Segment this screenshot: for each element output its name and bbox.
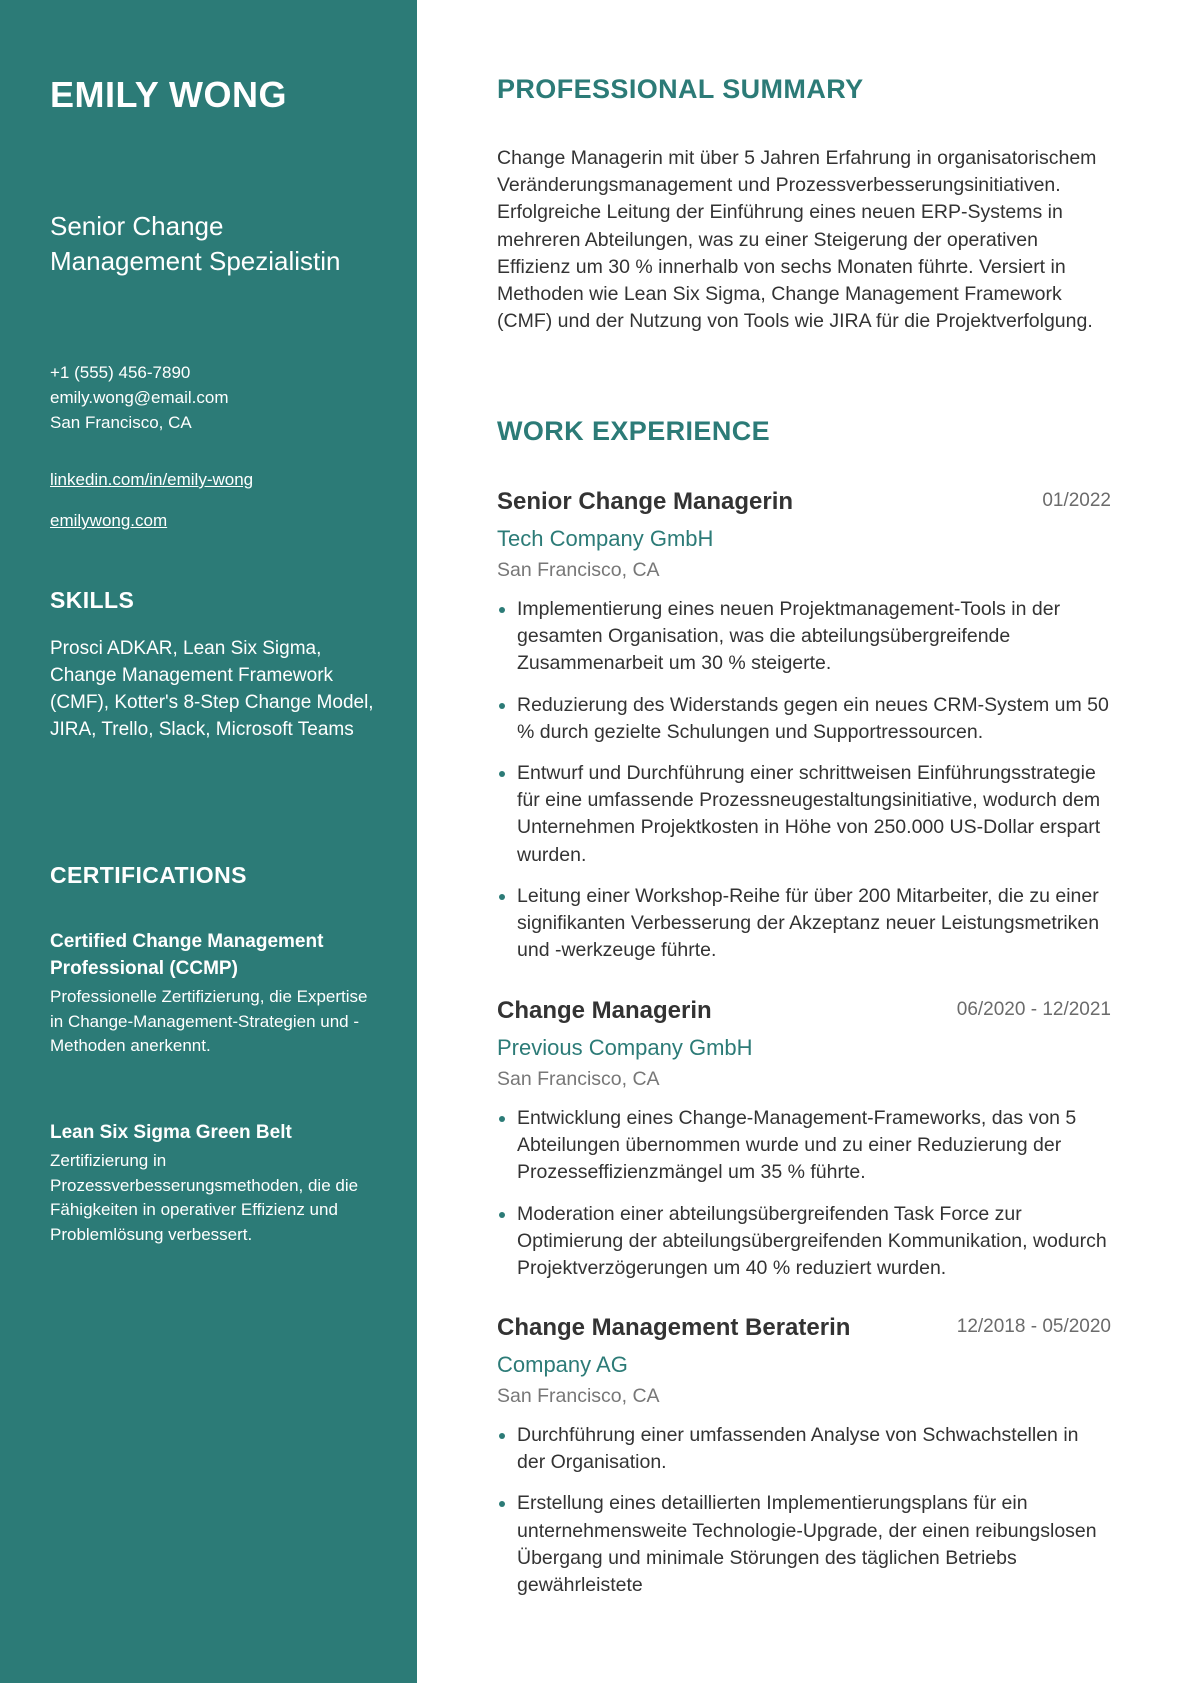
job-title: Change Managerin bbox=[497, 997, 712, 1024]
contact-info bbox=[50, 360, 229, 435]
bullet-dot-icon bbox=[499, 607, 505, 613]
bullet-item bbox=[497, 1201, 1111, 1283]
summary-heading: PROFESSIONAL SUMMARY bbox=[497, 74, 864, 104]
certification-item bbox=[50, 1119, 380, 1247]
bullet-item bbox=[497, 1105, 1111, 1187]
company-name: Company AG bbox=[497, 1352, 628, 1377]
location: San Francisco, CA bbox=[50, 413, 192, 432]
sidebar bbox=[0, 0, 417, 1683]
bullet-text: Moderation einer abteilungsübergreifenden Task Force zur Optimierung der abteilungsübergreifenden Kommunikation, wodurch Projektverzögerungen um 40 % reduziert wurden. bbox=[517, 1202, 1107, 1280]
job-location: San Francisco, CA bbox=[497, 1385, 660, 1407]
bullet-dot-icon bbox=[499, 703, 505, 709]
work-experience-heading: WORK EXPERIENCE bbox=[497, 416, 771, 446]
bullet-text: Implementierung eines neuen Projektmanagement-Tools in der gesamten Organisation, was die abteilungsübergreifende Zusammenarbeit um 30 % steigerte. bbox=[517, 598, 1061, 675]
skills-list: Prosci ADKAR, Lean Six Sigma, Change Management Framework (CMF), Kotter's 8-Step Change Model, JIRA, Trello, Slack, Microsoft Teams bbox=[50, 638, 374, 740]
summary-text: Change Managerin mit über 5 Jahren Erfahrung in organisatorischem Veränderungsmanagement und Prozessverbesserungsinitiativen. Erfolgreiche Leitung der Einführung eines neuen ERP-Systems in mehreren Abteilungen, was zu einer Steigerung der operativen Effizienz um 30 % innerhalb von sechs Monaten führte. Versiert in Methoden wie Lean Six Sigma, Change Management Framework (CMF) und der Nutzung von Tools wie JIRA für die Projektverfolgung. bbox=[497, 147, 1097, 333]
bullet-item bbox=[497, 760, 1111, 869]
bullet-text: Durchführung einer umfassenden Analyse von Schwachstellen in der Organisation. bbox=[517, 1424, 1079, 1474]
bullet-dot-icon bbox=[499, 894, 505, 900]
bullet-item bbox=[497, 692, 1111, 746]
job-entry bbox=[497, 1314, 1111, 1613]
bullet-item bbox=[497, 596, 1111, 678]
certification-title: Lean Six Sigma Green Belt bbox=[50, 1122, 292, 1143]
website-link[interactable]: emilywong.com bbox=[50, 511, 168, 530]
job-date: 12/2018 - 05/2020 bbox=[956, 1316, 1111, 1337]
bullet-dot-icon bbox=[499, 771, 505, 777]
bullet-dot-icon bbox=[499, 1501, 505, 1507]
bullet-item bbox=[497, 883, 1111, 965]
job-date: 01/2022 bbox=[1042, 490, 1111, 511]
job-title: Senior Change Managerin bbox=[497, 488, 794, 515]
bullet-item bbox=[497, 1490, 1111, 1599]
certifications-heading: CERTIFICATIONS bbox=[50, 862, 247, 888]
certification-description: Zertifizierung in Prozessverbesserungsmethoden, die die Fähigkeiten in operativer Effizienz und Problemlösung verbessert. bbox=[50, 1151, 359, 1244]
job-bullets bbox=[497, 596, 1111, 964]
bullet-text: Reduzierung des Widerstands gegen ein neues CRM-System um 50 % durch gezielte Schulungen und Supportressourcen. bbox=[517, 693, 1109, 743]
certification-description: Professionelle Zertifizierung, die Expertise in Change-Management-Strategien und -Methoden anerkennt. bbox=[50, 987, 368, 1055]
bullet-text: Leitung einer Workshop-Reihe für über 200 Mitarbeiter, die zu einer signifikanten Verbesserung der Akzeptanz neuer Leistungsmetriken und -werkzeuge führte. bbox=[517, 884, 1100, 962]
candidate-title: Senior Change Management Spezialistin bbox=[50, 211, 341, 276]
bullet-text: Erstellung eines detaillierten Implementierungsplans für ein unternehmensweite Technologie-Upgrade, der einen reibungslosen Übergang und minimale Störungen des täglichen Betriebs gewährleistete bbox=[517, 1492, 1097, 1597]
job-bullets bbox=[497, 1422, 1111, 1599]
bullet-text: Entwicklung eines Change-Management-Frameworks, das von 5 Abteilungen übernommen wurde und zu einer Reduzierung der Prozesseffizienzmängel um 35 % führte. bbox=[517, 1107, 1077, 1184]
job-entry bbox=[497, 997, 1111, 1296]
job-entry bbox=[497, 488, 1111, 978]
skills-heading: SKILLS bbox=[50, 587, 135, 613]
bullet-text: Entwurf und Durchführung einer schrittweisen Einführungsstrategie für eine umfassende Prozessneugestaltungsinitiative, wodurch dem Unternehmen Projektkosten in Höhe von 250.000 US-Dollar erspart wurden. bbox=[517, 762, 1101, 866]
company-name: Tech Company GmbH bbox=[497, 526, 714, 551]
bullet-item bbox=[497, 1422, 1111, 1476]
bullet-dot-icon bbox=[499, 1116, 505, 1122]
job-bullets bbox=[497, 1105, 1111, 1282]
bullet-dot-icon bbox=[499, 1433, 505, 1439]
job-location: San Francisco, CA bbox=[497, 1068, 660, 1090]
bullet-dot-icon bbox=[499, 1212, 505, 1218]
phone-number: +1 (555) 456-7890 bbox=[50, 363, 191, 382]
certification-item bbox=[50, 928, 380, 1059]
certification-title: Certified Change Management Professional (CCMP) bbox=[50, 931, 324, 979]
job-title: Change Management Beraterin bbox=[497, 1314, 851, 1341]
job-location: San Francisco, CA bbox=[497, 559, 660, 581]
company-name: Previous Company GmbH bbox=[497, 1035, 753, 1060]
candidate-name: EMILY WONG bbox=[50, 74, 288, 115]
email-address: emily.wong@email.com bbox=[50, 388, 229, 407]
linkedin-link[interactable]: linkedin.com/in/emily-wong bbox=[50, 470, 254, 489]
job-date: 06/2020 - 12/2021 bbox=[956, 999, 1111, 1020]
